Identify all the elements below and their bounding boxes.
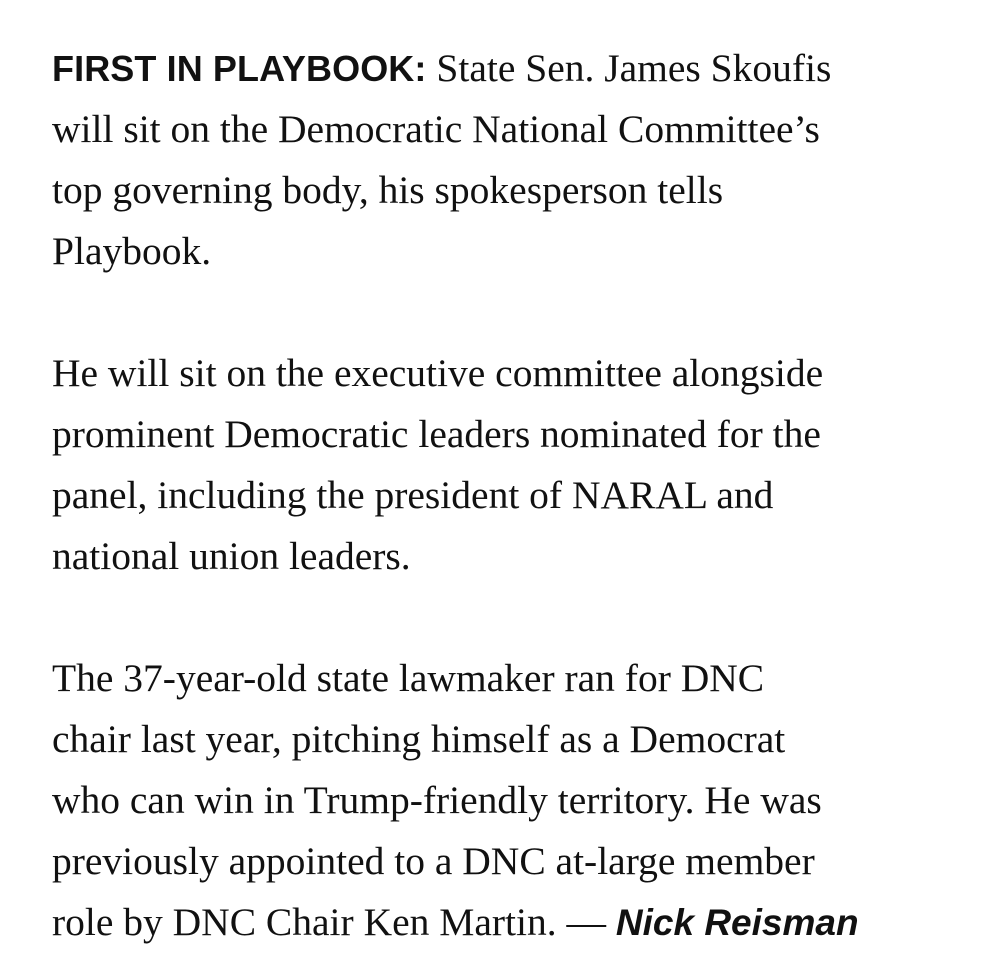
paragraph-2-line-2: prominent Democratic leaders nominated for the: [52, 412, 821, 456]
paragraph-1: [52, 38, 952, 282]
paragraph-3-line-4: previously appointed to a DNC at-large member: [52, 839, 815, 883]
author-byline: Nick Reisman: [615, 902, 859, 943]
line-text: role by DNC Chair Ken Martin. —: [52, 900, 607, 944]
paragraph-1-line-1: [52, 38, 952, 99]
paragraph-1-line-2: will sit on the Democratic National Committee’s: [52, 107, 820, 151]
paragraph-3: [52, 648, 952, 953]
paragraph-2-line-3: panel, including the president of NARAL and: [52, 473, 774, 517]
paragraph-3-line-5: [52, 892, 952, 953]
paragraph-3-line-3: who can win in Trump-friendly territory. He was: [52, 778, 822, 822]
paragraph-3-line-1: The 37-year-old state lawmaker ran for DNC: [52, 656, 765, 700]
paragraph-3-line-2: chair last year, pitching himself as a Democrat: [52, 717, 786, 761]
article-body: [52, 38, 952, 953]
line-text: State Sen. James Skoufis: [436, 46, 832, 90]
paragraph-2: [52, 343, 952, 587]
paragraph-2-line-4: national union leaders.: [52, 534, 411, 578]
kicker-label: FIRST IN PLAYBOOK:: [52, 48, 427, 89]
paragraph-1-line-4: Playbook.: [52, 229, 212, 273]
paragraph-2-line-1: He will sit on the executive committee alongside: [52, 351, 824, 395]
paragraph-1-line-3: top governing body, his spokesperson tells: [52, 168, 724, 212]
